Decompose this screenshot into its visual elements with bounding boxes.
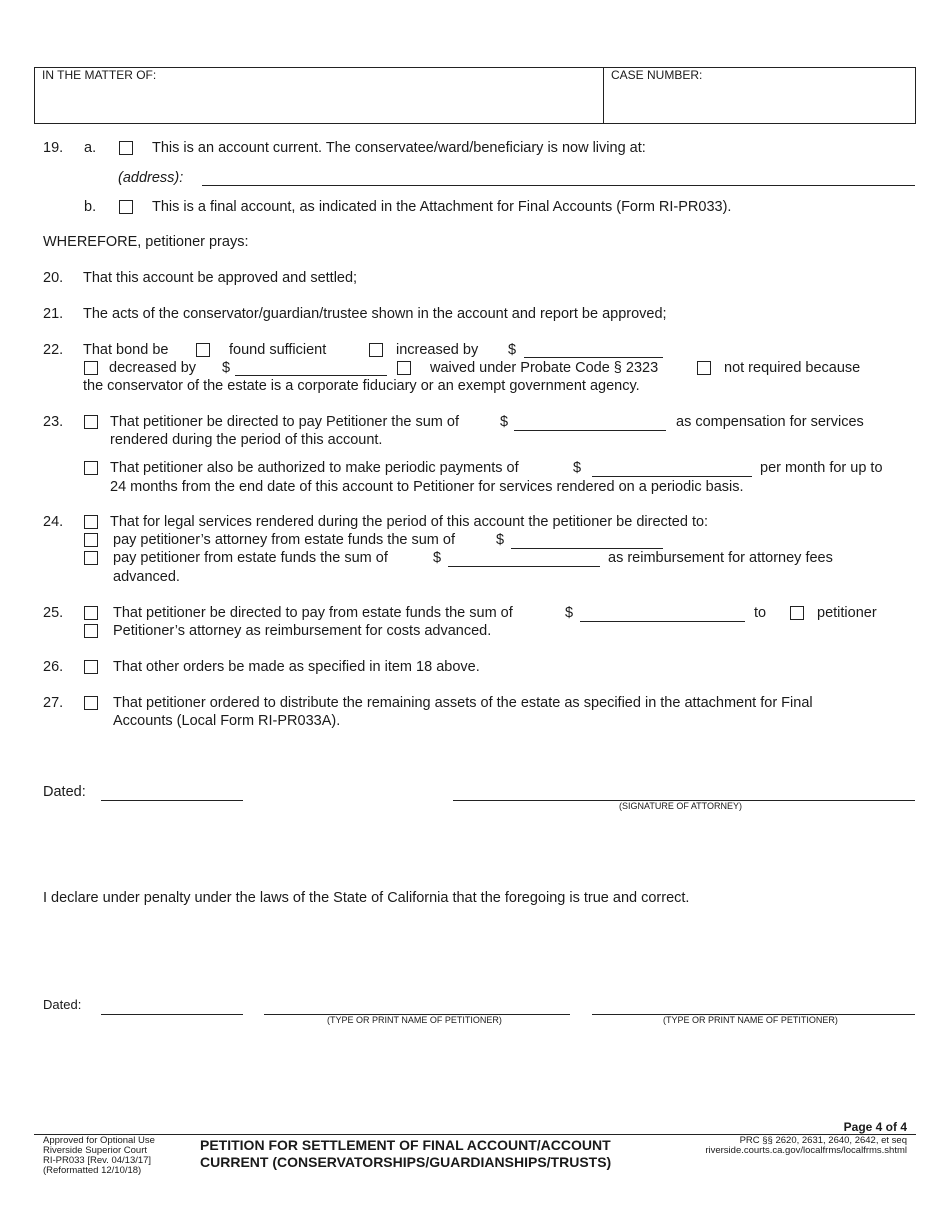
item-19a-address-field[interactable]: [202, 185, 915, 186]
item-23a-checkbox[interactable]: [84, 415, 98, 429]
item-25-line2-text: Petitioner’s attorney as reimbursement for costs advanced.: [113, 623, 492, 639]
item-24-opt2-line2-text: advanced.: [113, 569, 180, 585]
item-22-not-required-checkbox[interactable]: [697, 361, 711, 375]
item-27-checkbox[interactable]: [84, 696, 98, 710]
item-22-increased-amount-field[interactable]: [524, 357, 663, 358]
item-25-to-text: to: [754, 605, 767, 621]
item-22-increased-text: increased by: [396, 342, 479, 358]
item-24-text: That for legal services rendered during the period of this account the petitioner be directed to:: [110, 514, 709, 530]
item-20-number: 20.: [43, 270, 64, 286]
item-23b-amount-field[interactable]: [592, 476, 752, 477]
form-title: [200, 1137, 611, 1171]
footer-right-line-1: PRC §§ 2620, 2631, 2640, 2642, et seq: [739, 1135, 907, 1146]
item-20-text: That this account be approved and settled;: [83, 270, 358, 286]
footer-right: [705, 1136, 907, 1156]
declaration-text: I declare under penalty under the laws of the State of California that the foregoing is true and correct.: [43, 890, 690, 906]
item-27-number: 27.: [43, 695, 64, 711]
item-23b-line2-text: 24 months from the end date of this account to Petitioner for services rendered on a periodic basis.: [110, 479, 744, 495]
case-number-label: CASE NUMBER:: [611, 68, 703, 82]
item-19a-address-label: (address):: [118, 170, 184, 186]
item-25-checkbox[interactable]: [84, 606, 98, 620]
item-24-opt1-text: pay petitioner’s attorney from estate funds the sum of: [113, 532, 456, 548]
item-23b-after-text: per month for up to: [760, 460, 883, 476]
form-title-line-1: PETITION FOR SETTLEMENT OF FINAL ACCOUNT/ACCOUNT: [200, 1137, 611, 1153]
item-19-number: 19.: [43, 140, 64, 156]
attorney-signature-caption: (SIGNATURE OF ATTORNEY): [619, 801, 743, 811]
item-22-bond-text: That bond be: [83, 342, 169, 358]
item-22-line3-text: the conservator of the estate is a corporate fiduciary or an exempt government agency.: [83, 378, 640, 394]
item-22-decreased-text: decreased by: [109, 360, 197, 376]
matter-label: IN THE MATTER OF:: [42, 68, 157, 82]
item-24-opt1-amount-field[interactable]: [511, 548, 663, 549]
item-22-found-text: found sufficient: [229, 342, 327, 358]
item-23a-dollar: $: [500, 414, 509, 430]
petitioner-name-caption-2: (TYPE OR PRINT NAME OF PETITIONER): [663, 1015, 838, 1025]
item-26-number: 26.: [43, 659, 64, 675]
item-24-opt1-dollar: $: [496, 532, 505, 548]
item-22-number: 22.: [43, 342, 64, 358]
item-24-opt1-checkbox[interactable]: [84, 533, 98, 547]
case-number-field[interactable]: [605, 85, 914, 121]
item-26-checkbox[interactable]: [84, 660, 98, 674]
item-23a-after-text: as compensation for services: [676, 414, 864, 430]
item-21-text: The acts of the conservator/guardian/trustee shown in the account and report be approved;: [83, 306, 667, 322]
item-23a-amount-field[interactable]: [514, 430, 666, 431]
item-22-increased-dollar: $: [508, 342, 517, 358]
page-number: Page 4 of 4: [843, 1120, 907, 1134]
item-22-decreased-checkbox[interactable]: [84, 361, 98, 375]
item-24-opt2-text: pay petitioner from estate funds the sum of: [113, 550, 388, 566]
item-22-waived-checkbox[interactable]: [397, 361, 411, 375]
item-27-text: That petitioner ordered to distribute the remaining assets of the estate as specified in the attachment for Final: [113, 695, 813, 711]
footer-right-line-2: riverside.courts.ca.gov/localfrms/localfrms.shtml: [705, 1145, 907, 1156]
item-24-opt2-amount-field[interactable]: [448, 566, 600, 567]
caption-divider: [603, 67, 604, 124]
item-22-found-checkbox[interactable]: [196, 343, 210, 357]
dated-field-petitioner[interactable]: [101, 1014, 243, 1015]
item-25-dollar: $: [565, 605, 574, 621]
item-24-opt2-dollar: $: [433, 550, 442, 566]
item-22-not-required-text: not required because: [724, 360, 861, 376]
item-23b-checkbox[interactable]: [84, 461, 98, 475]
item-27-line2-text: Accounts (Local Form RI-PR033A).: [113, 713, 341, 729]
petitioner-name-caption-1: (TYPE OR PRINT NAME OF PETITIONER): [327, 1015, 502, 1025]
item-24-opt2-after-text: as reimbursement for attorney fees: [608, 550, 833, 566]
item-19b-letter: b.: [84, 199, 97, 215]
matter-field[interactable]: [36, 85, 601, 121]
item-24-number: 24.: [43, 514, 64, 530]
form-title-line-2: CURRENT (CONSERVATORSHIPS/GUARDIANSHIPS/TRUSTS): [200, 1154, 612, 1170]
item-22-decreased-dollar: $: [222, 360, 231, 376]
dated-label-petitioner: Dated:: [43, 997, 82, 1012]
item-19a-text: This is an account current. The conservatee/ward/beneficiary is now living at:: [152, 140, 646, 156]
item-23a-text: That petitioner be directed to pay Petitioner the sum of: [110, 414, 460, 430]
footer-left-line-2: Riverside Superior Court: [43, 1145, 148, 1156]
item-19a-letter: a.: [84, 140, 97, 156]
item-19b-checkbox[interactable]: [119, 200, 133, 214]
item-25-amount-field[interactable]: [580, 621, 745, 622]
item-22-decreased-amount-field[interactable]: [235, 375, 387, 376]
item-19a-checkbox[interactable]: [119, 141, 133, 155]
item-25-attorney-checkbox[interactable]: [84, 624, 98, 638]
item-26-text: That other orders be made as specified in item 18 above.: [113, 659, 480, 675]
item-25-petitioner-checkbox[interactable]: [790, 606, 804, 620]
item-23b-text: That petitioner also be authorized to make periodic payments of: [110, 460, 519, 476]
item-25-text: That petitioner be directed to pay from estate funds the sum of: [113, 605, 513, 621]
wherefore-text: WHEREFORE, petitioner prays:: [43, 234, 249, 250]
item-25-number: 25.: [43, 605, 64, 621]
item-24-checkbox[interactable]: [84, 515, 98, 529]
item-21-number: 21.: [43, 306, 64, 322]
footer-left-line-1: Approved for Optional Use: [43, 1135, 155, 1146]
item-22-waived-text: waived under Probate Code § 2323: [430, 360, 659, 376]
item-25-petitioner-text: petitioner: [817, 605, 877, 621]
item-22-increased-checkbox[interactable]: [369, 343, 383, 357]
footer-left: [43, 1136, 155, 1176]
footer-left-line-4: (Reformatted 12/10/18): [43, 1165, 142, 1176]
item-23a-line2-text: rendered during the period of this account.: [110, 432, 383, 448]
item-23-number: 23.: [43, 414, 64, 430]
item-23b-dollar: $: [573, 460, 582, 476]
item-19b-text: This is a final account, as indicated in the Attachment for Final Accounts (Form RI-PR033).: [152, 199, 732, 215]
item-24-opt2-checkbox[interactable]: [84, 551, 98, 565]
dated-label-attorney: Dated:: [43, 784, 86, 800]
dated-field-attorney[interactable]: [101, 800, 243, 801]
footer-left-line-3: RI-PR033 [Rev. 04/13/17]: [43, 1155, 152, 1166]
